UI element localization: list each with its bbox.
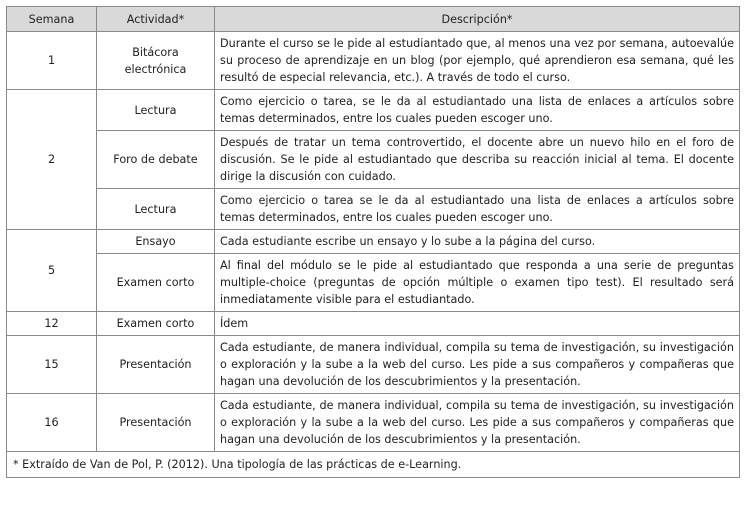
week-cell: 5 <box>7 230 97 312</box>
week-cell: 2 <box>7 90 97 230</box>
activity-cell: Presentación <box>97 336 215 394</box>
activity-table-container <box>6 6 739 478</box>
activity-table <box>6 6 740 478</box>
table-row <box>7 312 740 336</box>
description-cell: Cada estudiante, de manera individual, compila su tema de investigación, su investigación o exploración y la sube a la web del curso. Les pide a sus compañeros y compañeras que hagan una devolución de los descubrimientos y la presentación. <box>215 394 740 452</box>
header-activity: Actividad* <box>97 7 215 32</box>
header-description: Descripción* <box>215 7 740 32</box>
table-row <box>7 254 740 312</box>
description-cell: Como ejercicio o tarea se le da al estudiantado una lista de enlaces a artículos sobre temas determinados, entre los cuales pueden escoger uno. <box>215 189 740 230</box>
description-cell: Como ejercicio o tarea, se le da al estudiantado una lista de enlaces a artículos sobre temas determinados, entre los cuales pueden escoger uno. <box>215 90 740 131</box>
table-row <box>7 336 740 394</box>
table-row <box>7 32 740 90</box>
week-cell: 1 <box>7 32 97 90</box>
table-row <box>7 394 740 452</box>
activity-cell: Ensayo <box>97 230 215 254</box>
week-cell: 15 <box>7 336 97 394</box>
description-cell: Cada estudiante, de manera individual, compila su tema de investigación, su investigación o exploración y la sube a la web del curso. Les pide a sus compañeros y compañeras que hagan una devolución de los descubrimientos y la presentación. <box>215 336 740 394</box>
table-row <box>7 90 740 131</box>
table-body <box>7 32 740 452</box>
activity-cell: Lectura <box>97 189 215 230</box>
week-cell: 12 <box>7 312 97 336</box>
table-row <box>7 189 740 230</box>
activity-cell: Examen corto <box>97 312 215 336</box>
activity-cell: Lectura <box>97 90 215 131</box>
activity-cell: Foro de debate <box>97 131 215 189</box>
description-cell: Cada estudiante escribe un ensayo y lo sube a la página del curso. <box>215 230 740 254</box>
header-week: Semana <box>7 7 97 32</box>
description-cell: Al final del módulo se le pide al estudiantado que responda a una serie de preguntas multiple-choice (preguntas de opción múltiple o examen tipo test). El resultado será inmediatamente visible para el estudiantado. <box>215 254 740 312</box>
footnote-row <box>7 452 740 478</box>
week-cell: 16 <box>7 394 97 452</box>
activity-cell: Presentación <box>97 394 215 452</box>
table-row <box>7 131 740 189</box>
table-header-row <box>7 7 740 32</box>
activity-cell: Examen corto <box>97 254 215 312</box>
description-cell: Después de tratar un tema controvertido, el docente abre un nuevo hilo en el foro de discusión. Se le pide al estudiantado que describa su reacción inicial al tema. El docente dirige la discusión con cuidado. <box>215 131 740 189</box>
table-row <box>7 230 740 254</box>
description-cell: Durante el curso se le pide al estudiantado que, al menos una vez por semana, autoevalúe su proceso de aprendizaje en un blog (por ejemplo, qué aprendieron esa semana, qué les resultó de especial relevancia, etc.). A través de todo el curso. <box>215 32 740 90</box>
table-footnote: * Extraído de Van de Pol, P. (2012). Una tipología de las prácticas de e-Learning. <box>7 452 740 478</box>
activity-cell: Bitácora electrónica <box>97 32 215 90</box>
description-cell: Ídem <box>215 312 740 336</box>
